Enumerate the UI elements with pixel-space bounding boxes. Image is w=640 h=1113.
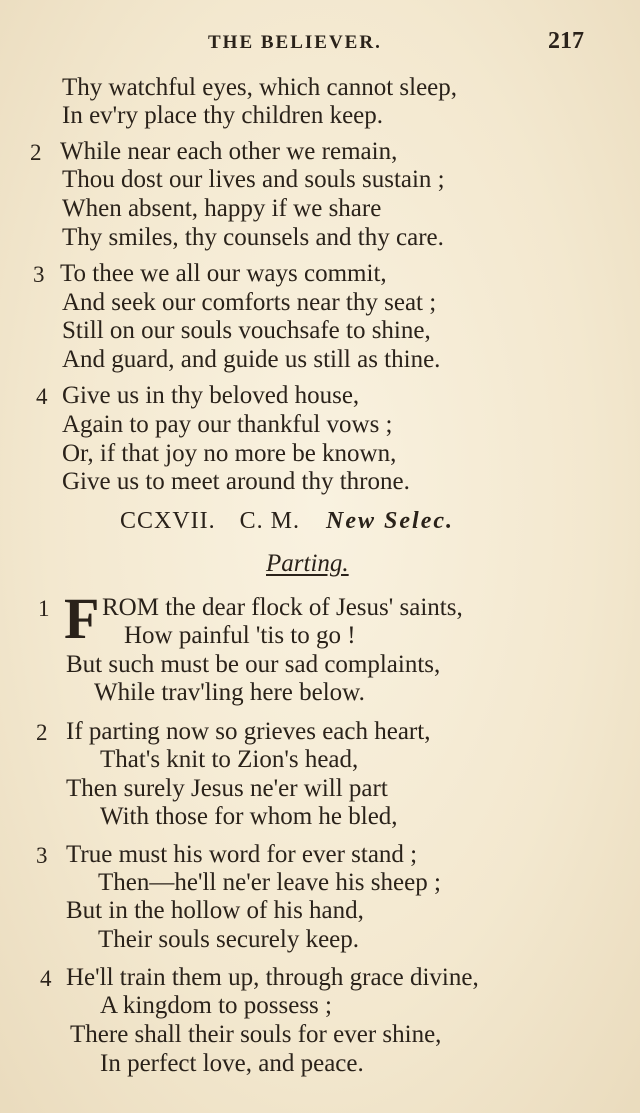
verse-line: And guard, and guide us still as thine. — [62, 346, 441, 373]
verse-line: Give us in thy beloved house, — [62, 382, 360, 409]
verse-line: Or, if that joy no more be known, — [62, 440, 397, 467]
verse-line: Then—he'll ne'er leave his sheep ; — [98, 869, 441, 896]
verse-line: Their souls securely keep. — [98, 926, 360, 953]
verse-line: Thou dost our lives and souls sustain ; — [62, 166, 445, 193]
hymn-number: CCXVII. — [120, 508, 216, 534]
verse-line: A kingdom to possess ; — [100, 992, 332, 1019]
verse-line: ROM the dear flock of Jesus' saints, — [102, 594, 463, 621]
verse-line: But such must be our sad complaints, — [66, 651, 441, 678]
verse-line: To thee we all our ways commit, — [60, 260, 387, 287]
page-header — [0, 28, 640, 58]
hymn-meter: C. M. — [239, 508, 301, 534]
stanza-number: 3 — [36, 843, 48, 868]
running-head: THE BELIEVER. — [208, 32, 382, 53]
verse-line: While trav'ling here below. — [94, 679, 365, 706]
verse-line: Thy watchful eyes, which cannot sleep, — [62, 74, 458, 101]
verse-line: True must his word for ever stand ; — [66, 841, 418, 868]
stanza-number: 2 — [36, 720, 48, 745]
hymn-tune: New Selec. — [326, 508, 454, 534]
verse-line: With those for whom he bled, — [100, 803, 398, 830]
verse-line: That's knit to Zion's head, — [100, 746, 359, 773]
verse-line: If parting now so grieves each heart, — [66, 718, 431, 745]
verse-line: Give us to meet around thy throne. — [62, 468, 410, 495]
verse-line: In perfect love, and peace. — [100, 1050, 364, 1077]
verse-line: When absent, happy if we share — [62, 195, 382, 222]
stanza-number: 1 — [38, 596, 50, 621]
page-number: 217 — [548, 28, 584, 54]
stanza-number: 4 — [36, 384, 48, 409]
verse-line: And seek our comforts near thy seat ; — [62, 289, 437, 316]
verse-line: There shall their souls for ever shine, — [70, 1021, 442, 1048]
stanza-number: 4 — [40, 966, 52, 991]
drop-cap: F — [64, 586, 100, 651]
verse-line: How painful 'tis to go ! — [124, 622, 356, 649]
stanza-number: 3 — [33, 262, 45, 287]
verse-line: But in the hollow of his hand, — [66, 897, 364, 924]
hymn-title: Parting. — [266, 550, 349, 577]
verse-line: He'll train them up, through grace divine, — [66, 964, 479, 991]
verse-line: Thy smiles, thy counsels and thy care. — [62, 224, 444, 251]
stanza-number: 2 — [30, 140, 42, 165]
verse-line: In ev'ry place thy children keep. — [62, 102, 384, 129]
verse-line: While near each other we remain, — [60, 138, 398, 165]
hymn-heading — [120, 508, 454, 535]
verse-line: Still on our souls vouchsafe to shine, — [62, 317, 431, 344]
verse-line: Again to pay our thankful vows ; — [62, 411, 393, 438]
verse-line: Then surely Jesus ne'er will part — [66, 775, 388, 802]
